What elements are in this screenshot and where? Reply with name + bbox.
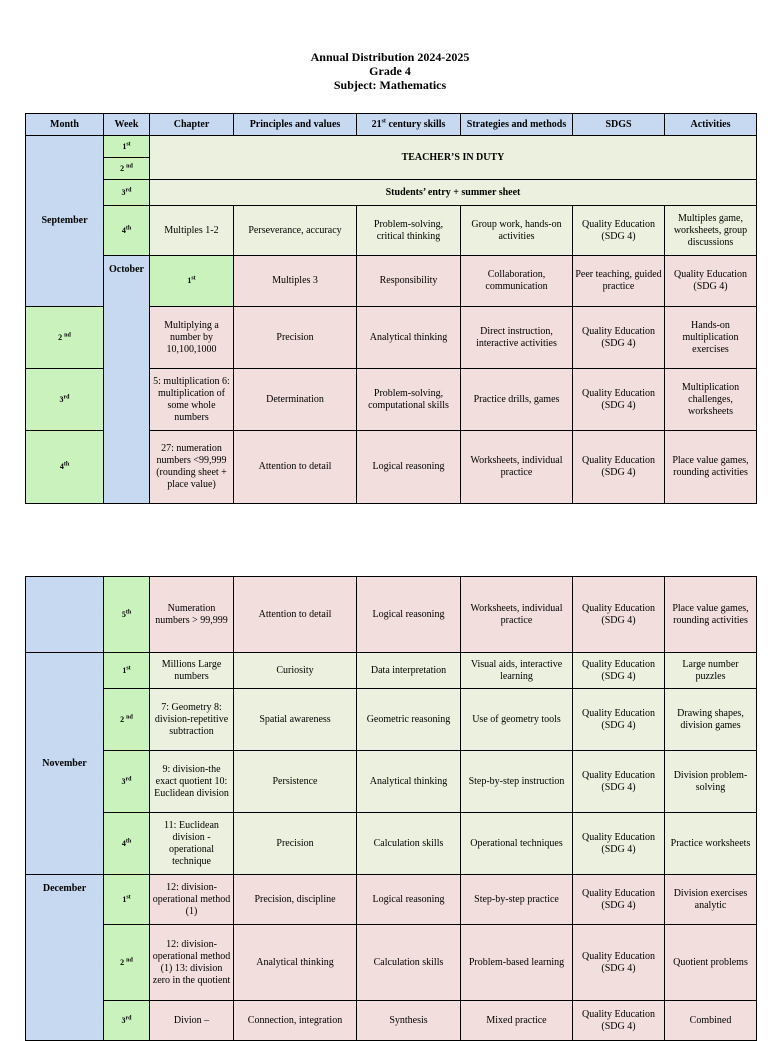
strategies-cell: Direct instruction, interactive activities: [461, 307, 573, 369]
col-header-month: Month: [26, 114, 104, 136]
skills-cell: Problem-solving, computational skills: [357, 369, 461, 431]
col-header-principles: Principles and values: [234, 114, 357, 136]
chapter-cell: Multiples 1-2: [150, 206, 234, 256]
strategies-cell: Worksheets, individual practice: [461, 577, 573, 653]
col-header-activities: Activities: [665, 114, 757, 136]
chapter-cell: Multiples 3: [234, 256, 357, 307]
month-cell: October: [104, 256, 150, 504]
sdgs-cell: Quality Education (SDG 4): [573, 307, 665, 369]
skills-cell: Calculation skills: [357, 925, 461, 1001]
activities-cell: Multiples game, worksheets, group discussions: [665, 206, 757, 256]
week-cell: 1st: [104, 875, 150, 925]
table-row: [26, 577, 757, 653]
strategies-cell: Peer teaching, guided practice: [573, 256, 665, 307]
chapter-cell: Multiplying a number by 10,100,1000: [150, 307, 234, 369]
principles-cell: Attention to detail: [234, 431, 357, 504]
col-header-sdgs: SDGS: [573, 114, 665, 136]
month-cell: November: [26, 653, 104, 875]
week-cell: 3rd: [104, 1001, 150, 1041]
sdgs-cell: Quality Education (SDG 4): [573, 369, 665, 431]
merged-cell-teachers-duty: TEACHER’S IN DUTY: [150, 136, 757, 180]
principles-cell: Spatial awareness: [234, 689, 357, 751]
sdgs-cell: Quality Education (SDG 4): [573, 925, 665, 1001]
sdgs-cell: Quality Education (SDG 4): [573, 653, 665, 689]
strategies-cell: Step-by-step practice: [461, 875, 573, 925]
principles-cell: Precision: [234, 307, 357, 369]
week-cell: 2 $^{nd}$: [104, 158, 150, 180]
week-cell: 2 $^{nd}$: [26, 307, 104, 369]
activities-cell: Drawing shapes, division games: [665, 689, 757, 751]
month-cell: [26, 577, 104, 653]
strategies-cell: Use of geometry tools: [461, 689, 573, 751]
chapter-cell: 5: multiplication 6: multiplication of some whole numbers: [150, 369, 234, 431]
table-row: [26, 813, 757, 875]
skills-cell: Geometric reasoning: [357, 689, 461, 751]
sdgs-cell: Quality Education (SDG 4): [573, 577, 665, 653]
week-cell: 4th: [26, 431, 104, 504]
principles-cell: Determination: [234, 369, 357, 431]
chapter-cell: 9: division-the exact quotient 10: Euclidean division: [150, 751, 234, 813]
principles-cell: Connection, integration: [234, 1001, 357, 1041]
table-row: [26, 653, 757, 689]
table-row: [26, 180, 757, 206]
activities-cell: Place value games, rounding activities: [665, 431, 757, 504]
chapter-cell: 11: Euclidean division - operational technique: [150, 813, 234, 875]
document-title: Annual Distribution 2024-2025: [310, 50, 470, 64]
sdgs-cell: Quality Education (SDG 4): [573, 751, 665, 813]
chapter-cell: 12: division-operational method (1): [150, 875, 234, 925]
principles-cell: Analytical thinking: [234, 925, 357, 1001]
strategies-cell: Practice drills, games: [461, 369, 573, 431]
skills-cell: Analytical thinking: [357, 307, 461, 369]
chapter-cell: 27: numeration numbers <99,999 (rounding sheet + place value): [150, 431, 234, 504]
strategies-cell: Visual aids, interactive learning: [461, 653, 573, 689]
principles-cell: Precision: [234, 813, 357, 875]
table-row: [26, 925, 757, 1001]
principles-cell: Attention to detail: [234, 577, 357, 653]
activities-cell: Quotient problems: [665, 925, 757, 1001]
strategies-cell: Worksheets, individual practice: [461, 431, 573, 504]
distribution-table-1: [25, 113, 757, 504]
chapter-cell: Numeration numbers > 99,999: [150, 577, 234, 653]
skills-cell: Synthesis: [357, 1001, 461, 1041]
sdgs-cell: Quality Education (SDG 4): [573, 813, 665, 875]
table-row: [26, 875, 757, 925]
table-row: [26, 206, 757, 256]
strategies-cell: Problem-based learning: [461, 925, 573, 1001]
document-header: [0, 50, 768, 92]
sdgs-cell: Quality Education (SDG 4): [573, 689, 665, 751]
table-row: [26, 136, 757, 158]
table-row: [26, 256, 757, 307]
week-cell: 1st: [150, 256, 234, 307]
skills-cell: Logical reasoning: [357, 431, 461, 504]
col-header-chapter: Chapter: [150, 114, 234, 136]
chapter-cell: Divion –: [150, 1001, 234, 1041]
skills-cell: Data interpretation: [357, 653, 461, 689]
week-cell: 4th: [104, 206, 150, 256]
activities-cell: Practice worksheets: [665, 813, 757, 875]
activities-cell: Multiplication challenges, worksheets: [665, 369, 757, 431]
week-cell: 3rd: [26, 369, 104, 431]
table-row: [26, 1001, 757, 1041]
col-header-strategies: Strategies and methods: [461, 114, 573, 136]
skills-cell: Collaboration, communication: [461, 256, 573, 307]
strategies-cell: Mixed practice: [461, 1001, 573, 1041]
week-cell: 1st: [104, 653, 150, 689]
sdgs-cell: Quality Education (SDG 4): [573, 1001, 665, 1041]
strategies-cell: Operational techniques: [461, 813, 573, 875]
grade-label: Grade 4: [369, 64, 411, 78]
chapter-cell: 7: Geometry 8: division-repetitive subtraction: [150, 689, 234, 751]
activities-cell: Combined: [665, 1001, 757, 1041]
strategies-cell: Group work, hands-on activities: [461, 206, 573, 256]
subject-label: Subject: Mathematics: [333, 78, 447, 92]
skills-cell: Logical reasoning: [357, 577, 461, 653]
sdgs-cell: Quality Education (SDG 4): [573, 875, 665, 925]
week-cell: 2 $^{nd}$: [104, 925, 150, 1001]
table-row: [26, 689, 757, 751]
activities-cell: Large number puzzles: [665, 653, 757, 689]
distribution-table-2: [25, 576, 757, 1041]
principles-cell: Persistence: [234, 751, 357, 813]
activities-cell: Division exercises analytic: [665, 875, 757, 925]
week-cell: 3rd: [104, 180, 150, 206]
strategies-cell: Step-by-step instruction: [461, 751, 573, 813]
activities-cell: Place value games, rounding activities: [665, 577, 757, 653]
week-cell: 5th: [104, 577, 150, 653]
week-cell: 2 $^{nd}$: [104, 689, 150, 751]
activities-cell: Hands-on multiplication exercises: [665, 307, 757, 369]
principles-cell: Precision, discipline: [234, 875, 357, 925]
table-header-row: [26, 114, 757, 136]
week-cell: 4th: [104, 813, 150, 875]
activities-cell: Division problem-solving: [665, 751, 757, 813]
col-header-week: Week: [104, 114, 150, 136]
merged-cell-students-entry: Students’ entry + summer sheet: [150, 180, 757, 206]
month-cell: December: [26, 875, 104, 1041]
skills-cell: Analytical thinking: [357, 751, 461, 813]
col-header-skills: 21st century skills: [357, 114, 461, 136]
sdgs-cell: Quality Education (SDG 4): [573, 206, 665, 256]
principles-cell: Perseverance, accuracy: [234, 206, 357, 256]
skills-cell: Logical reasoning: [357, 875, 461, 925]
chapter-cell: 12: division-operational method (1) 13: division zero in the quotient: [150, 925, 234, 1001]
skills-cell: Problem-solving, critical thinking: [357, 206, 461, 256]
sdgs-cell: Quality Education (SDG 4): [573, 431, 665, 504]
principles-cell: Responsibility: [357, 256, 461, 307]
principles-cell: Curiosity: [234, 653, 357, 689]
week-cell: 1st: [104, 136, 150, 158]
month-cell: September: [26, 136, 104, 307]
week-cell: 3rd: [104, 751, 150, 813]
skills-cell: Calculation skills: [357, 813, 461, 875]
table-row: [26, 751, 757, 813]
chapter-cell: Millions Large numbers: [150, 653, 234, 689]
sdgs-cell: Quality Education (SDG 4): [665, 256, 757, 307]
